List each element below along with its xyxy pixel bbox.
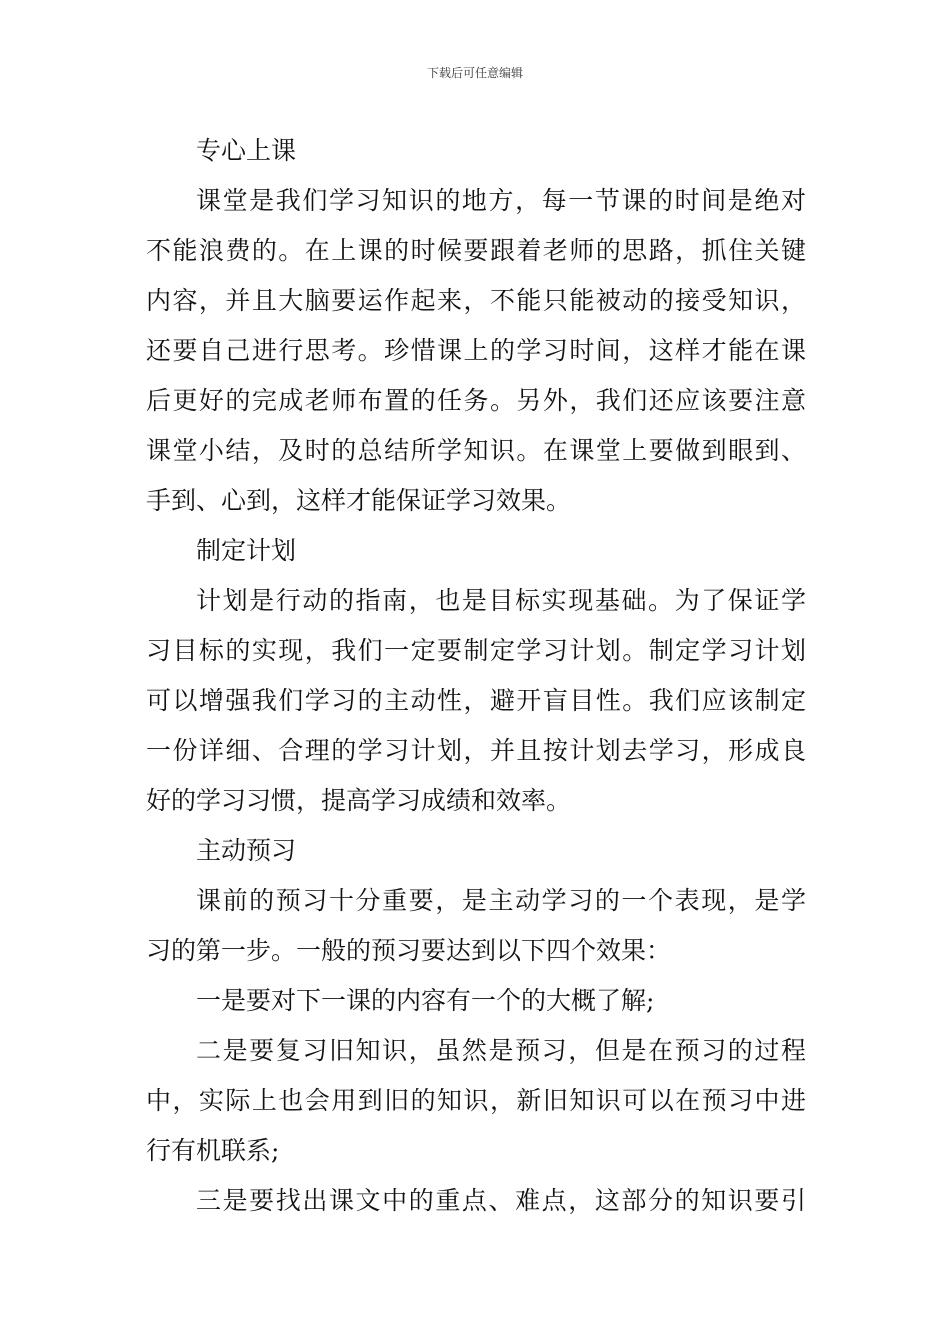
paragraph-preview: [146, 876, 806, 976]
list-item-one: [146, 976, 806, 1026]
section-heading-make-plan: 制定计划: [196, 536, 297, 565]
list-item-line: 二是要复习旧知识，虽然是预习，但是在预习的过程: [196, 1036, 806, 1065]
paragraph-line: 还要自己进行思考。珍惜课上的学习时间，这样才能在课: [146, 336, 806, 365]
paragraph-line: 习目标的实现，我们一定要制定学习计划。制定学习计划: [146, 636, 806, 665]
list-item-line: 行有机联系;: [146, 1136, 280, 1165]
paragraph-line: 不能浪费的。在上课的时候要跟着老师的思路，抓住关键: [146, 236, 806, 265]
list-item-two: [146, 1026, 806, 1176]
paragraph-line: 手到、心到，这样才能保证学习效果。: [146, 486, 572, 515]
paragraph-line: 习的第一步。一般的预习要达到以下四个效果：: [146, 936, 672, 965]
paragraph-line: 课堂小结，及时的总结所学知识。在课堂上要做到眼到、: [146, 436, 806, 465]
paragraph-line: 内容，并且大脑要运作起来，不能只能被动的接受知识，: [146, 286, 806, 315]
list-item-three: [146, 1176, 806, 1226]
list-item-line: 中，实际上也会用到旧的知识，新旧知识可以在预习中进: [146, 1086, 806, 1115]
document-body: [146, 126, 806, 1226]
paragraph-line: 计划是行动的指南，也是目标实现基础。为了保证学: [196, 586, 806, 615]
section-heading-attend-class: 专心上课: [196, 136, 297, 165]
page-header-note: 下载后可任意编辑: [426, 66, 523, 80]
list-item-line: 三是要找出课文中的重点、难点，这部分的知识要引: [196, 1186, 806, 1215]
paragraph-attend-class: [146, 176, 806, 526]
list-item-line: 一是要对下一课的内容有一个的大概了解;: [196, 986, 655, 1015]
section-heading-preview: 主动预习: [196, 836, 297, 865]
paragraph-line: 课堂是我们学习知识的地方，每一节课的时间是绝对: [196, 186, 806, 215]
paragraph-make-plan: [146, 576, 806, 826]
paragraph-line: 后更好的完成老师布置的任务。另外，我们还应该要注意: [146, 386, 806, 415]
paragraph-line: 可以增强我们学习的主动性，避开盲目性。我们应该制定: [146, 686, 806, 715]
paragraph-line: 课前的预习十分重要，是主动学习的一个表现，是学: [196, 886, 806, 915]
paragraph-line: 一份详细、合理的学习计划，并且按计划去学习，形成良: [146, 736, 806, 765]
paragraph-line: 好的学习习惯，提高学习成绩和效率。: [146, 786, 572, 815]
